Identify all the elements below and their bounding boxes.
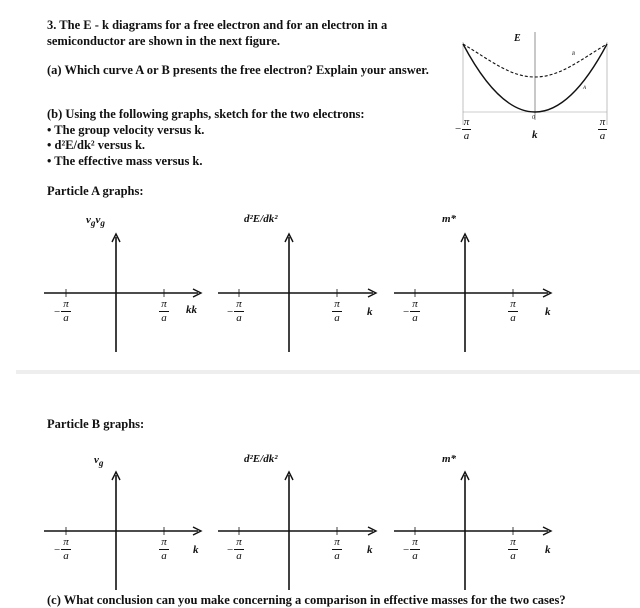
mass-xlabel: k: [545, 306, 551, 318]
tick-pi-a: π a: [159, 537, 169, 562]
minus-sign: −: [54, 306, 61, 318]
minus-sign: −: [54, 544, 61, 556]
e-axis-label: E: [514, 33, 521, 44]
tick-neg-pi-a: π a: [61, 299, 71, 324]
vg-ylabel: $v_gv_g$: [86, 214, 105, 229]
particle-b-graph-d2e: [218, 472, 376, 590]
curve-a-label: A: [583, 86, 587, 91]
mass-xlabel: k: [545, 544, 551, 556]
part-c-text: (c) What conclusion can you make concerning a comparison in effective masses for the two cases?: [47, 593, 566, 607]
tick-pi-a: π a: [332, 537, 342, 562]
part-b-intro: (b) Using the following graphs, sketch for the two electrons:: [47, 107, 365, 121]
question-line-1: 3. The E - k diagrams for a free electron and for an electron in a: [47, 18, 388, 32]
bullet-effective-mass: • The effective mass versus k.: [47, 154, 203, 168]
tick-neg-pi-a: π a: [61, 537, 71, 562]
minus-sign: −: [227, 544, 234, 556]
d2e-ylabel: d²E/dk²: [244, 213, 278, 225]
tick-neg-pi-a: π a: [410, 299, 420, 324]
tick-pi-a: π a: [159, 299, 169, 324]
tick-pi-a: π a: [508, 537, 518, 562]
ek-minus-sign: −: [455, 123, 462, 135]
vg-xlabel: kk: [186, 304, 197, 316]
ek-right-tick-label: π a: [599, 116, 606, 142]
tick-pi-a: π a: [332, 299, 342, 324]
particle-b-graph-mass: [394, 472, 551, 590]
d2e-ylabel: d²E/dk²: [244, 453, 278, 465]
tick-neg-pi-a: π a: [234, 299, 244, 324]
mass-ylabel: m*: [442, 213, 457, 225]
particle-b-graph-vg: [44, 472, 201, 590]
bullet-group-velocity: • The group velocity versus k.: [47, 123, 205, 137]
vg-xlabel: k: [193, 544, 199, 556]
question-line-2: semiconductor are shown in the next figure.: [47, 34, 280, 48]
minus-sign: −: [403, 544, 410, 556]
minus-sign: −: [403, 306, 410, 318]
particle-b-heading: Particle B graphs:: [47, 417, 145, 431]
mass-ylabel: m*: [442, 453, 457, 465]
tick-neg-pi-a: π a: [410, 537, 420, 562]
tick-neg-pi-a: π a: [234, 537, 244, 562]
bullet-second-derivative: • d²E/dk² versus k.: [47, 138, 146, 152]
d2e-xlabel: k: [367, 544, 373, 556]
origin-label: 0: [532, 115, 535, 121]
particle-a-heading: Particle A graphs:: [47, 184, 144, 198]
vg-ylabel: $v_g$: [94, 454, 104, 469]
part-a-text: (a) Which curve A or B presents the free electron? Explain your answer.: [47, 63, 429, 77]
tick-pi-a: π a: [508, 299, 518, 324]
curve-b-label: B: [572, 52, 576, 57]
minus-sign: −: [227, 306, 234, 318]
ek-k-label: k: [532, 129, 538, 141]
ek-left-tick-label: π a: [463, 116, 470, 142]
d2e-xlabel: k: [367, 306, 373, 318]
